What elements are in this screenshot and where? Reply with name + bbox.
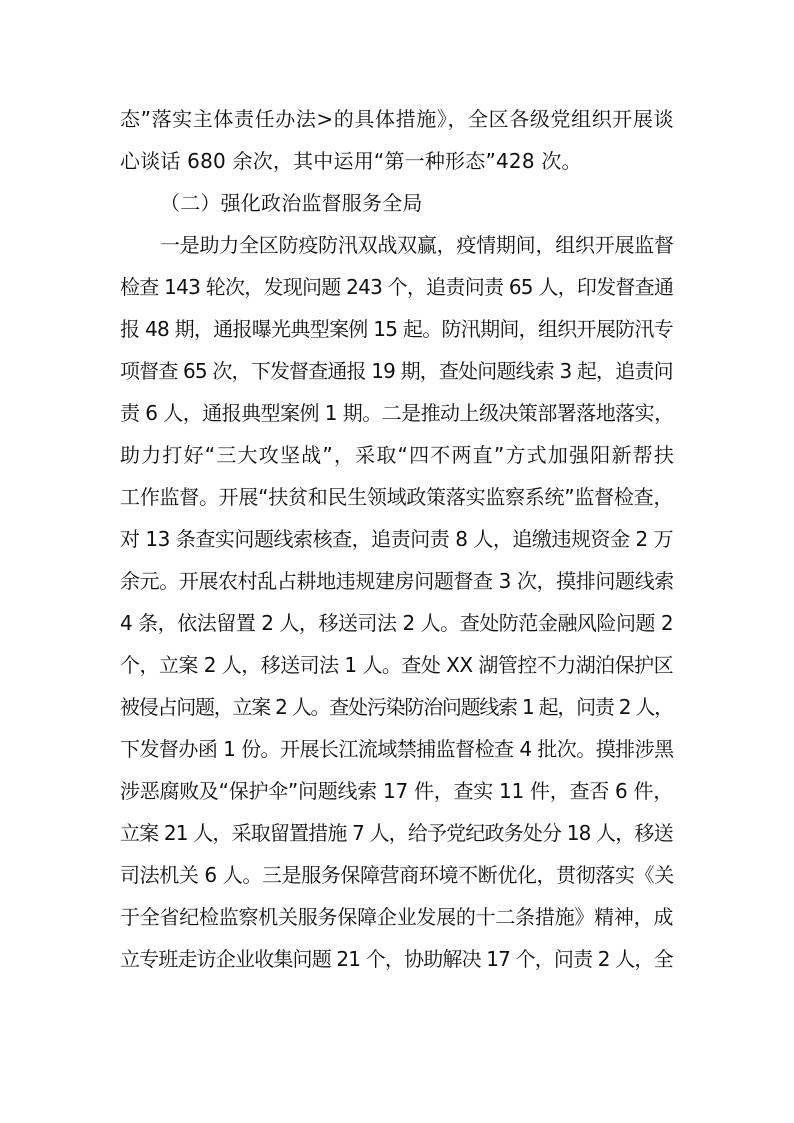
text-line: 被侵占问题，立案 2 人。查处污染防治问题线索 1 起，问责 2 人， [120, 695, 673, 719]
section-heading: （二）强化政治监督服务全局 [160, 191, 423, 215]
text-line: 报 48 期，通报曝光典型案例 15 起。防汛期间，组织开展防汛专 [120, 317, 674, 341]
text-line: 涉恶腐败及“保护伞”问题线索 17 件，查实 11 件，查否 6 件， [120, 779, 674, 803]
text-line: 检查 143 轮次，发现问题 243 个，追责问责 65 人，印发督查通 [120, 275, 674, 299]
text-line: 余元。开展农村乱占耕地违规建房问题督查 3 次，摸排问题线索 [120, 569, 674, 593]
text-line: 对 13 条查实问题线索核查，追责问责 8 人，追缴违规资金 2 万 [120, 527, 674, 551]
text-line: 于全省纪检监察机关服务保障企业发展的十二条措施》精神，成 [120, 905, 674, 929]
text-line: 4 条，依法留置 2 人，移送司法 2 人。查处防范金融风险问题 2 [120, 611, 674, 635]
text-line: 司法机关 6 人。三是服务保障营商环境不断优化，贯彻落实《关 [120, 863, 674, 887]
text-line: 责 6 人，通报典型案例 1 期。二是推动上级决策部署落地落实， [120, 401, 674, 425]
text-line: 项督查 65 次，下发督查通报 19 期，查处问题线索 3 起，追责问 [120, 359, 673, 383]
paragraph-first-line: 一是助力全区防疫防汛双战双赢，疫情期间，组织开展监督 [160, 233, 674, 257]
text-line: 立专班走访企业收集问题 21 个，协助解决 17 个，问责 2 人，全 [120, 947, 673, 971]
text-line: 工作监督。开展“扶贫和民生领域政策落实监察系统”监督检查， [120, 485, 674, 509]
text-line: 个，立案 2 人，移送司法 1 人。查处 XX 湖管控不力湖泊保护区 [120, 653, 674, 677]
text-line: 态”落实主体责任办法>的具体措施》，全区各级党组织开展谈 [120, 107, 675, 131]
text-line: 下发督办函 1 份。开展长江流域禁捕监督检查 4 批次。摸排涉黑 [120, 737, 674, 761]
text-line: 立案 21 人，采取留置措施 7 人，给予党纪政务处分 18 人，移送 [120, 821, 673, 845]
text-line: 助力打好“三大攻坚战”，采取“四不两直”方式加强阳新帮扶 [120, 443, 676, 467]
text-line: 心谈话 680 余次，其中运用“第一种形态”428 次。 [120, 149, 582, 173]
